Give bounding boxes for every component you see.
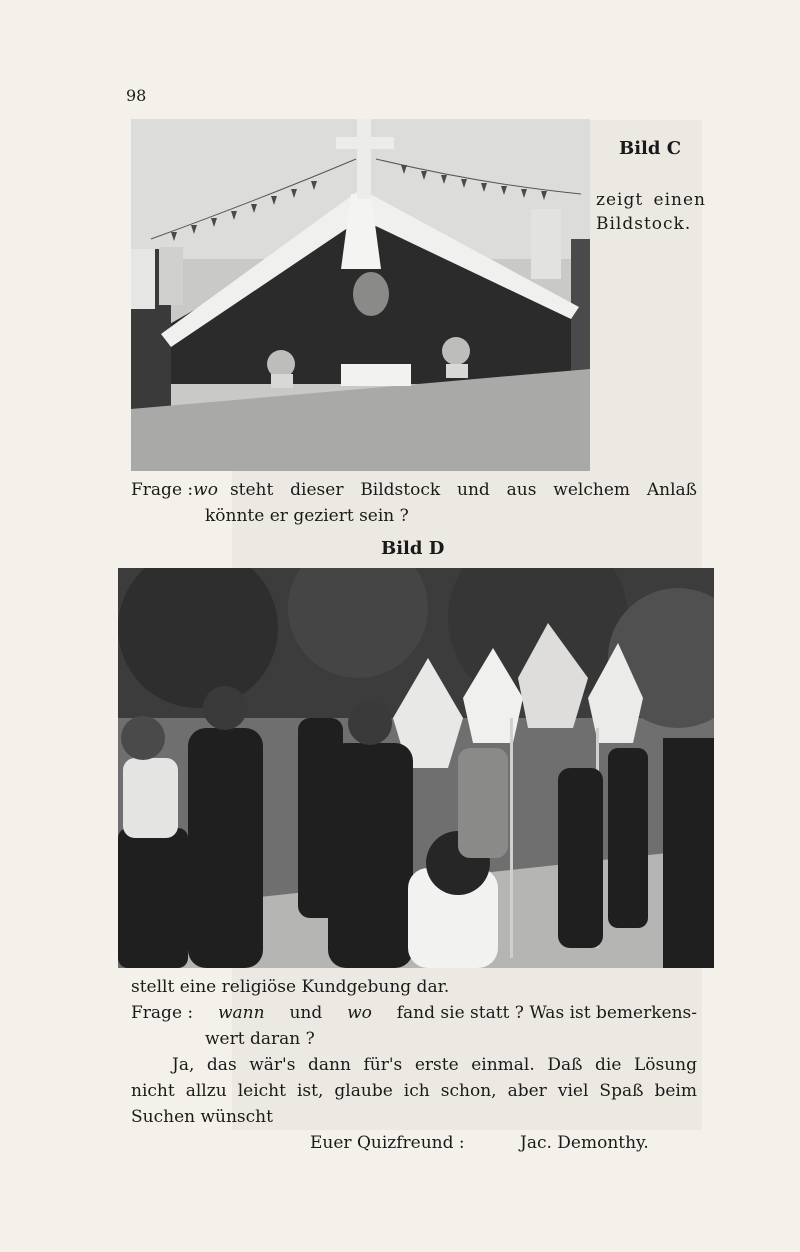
bild-c-caption-line-2: Bildstock. [596, 214, 692, 234]
bild-c-question-word: wo [193, 480, 218, 500]
closing-line-2: nicht allzu leicht ist, glaube ich schon, aber viel Spaß beim [131, 1081, 697, 1101]
kundgebung-photo-image [118, 568, 714, 968]
bild-c-question [131, 477, 697, 503]
bild-d-question-und: und [289, 1003, 323, 1023]
signature-label: Euer Quizfreund : [310, 1133, 465, 1153]
bild-c-question-line-2: könnte er geziert sein ? [205, 506, 409, 526]
closing-line-3: Suchen wünscht [131, 1107, 273, 1127]
bild-c-caption-line-1: zeigt einen [596, 190, 706, 210]
signature-name: Jac. Demonthy. [520, 1133, 649, 1153]
page-number: 98 [126, 86, 147, 105]
closing-line-1: Ja, das wär's dann für's erste einmal. Daß die Lösung [172, 1055, 697, 1075]
bild-d-question-label: Frage : [131, 1003, 194, 1023]
bild-d-question-line-2: wert daran ? [205, 1029, 315, 1049]
bild-c-title: Bild C [619, 138, 682, 159]
bildstock-photo-image [131, 119, 590, 471]
photo-bildstock [131, 119, 590, 471]
bild-c-caption [596, 188, 706, 236]
bild-d-title: Bild D [381, 538, 445, 559]
bild-d-caption: stellt eine religiöse Kundgebung dar. [131, 977, 450, 997]
bild-d-question-text: fand sie statt ? Was ist bemerkens- [396, 1003, 697, 1023]
bild-d-question [131, 1000, 697, 1026]
photo-kundgebung [118, 568, 714, 968]
bild-c-question-label: Frage : [131, 480, 194, 500]
bild-d-question-word-1: wann [218, 1003, 265, 1023]
bild-d-question-word-2: wo [347, 1003, 372, 1023]
bild-c-question-text: steht dieser Bildstock und aus welchem Anlaß [229, 480, 697, 500]
